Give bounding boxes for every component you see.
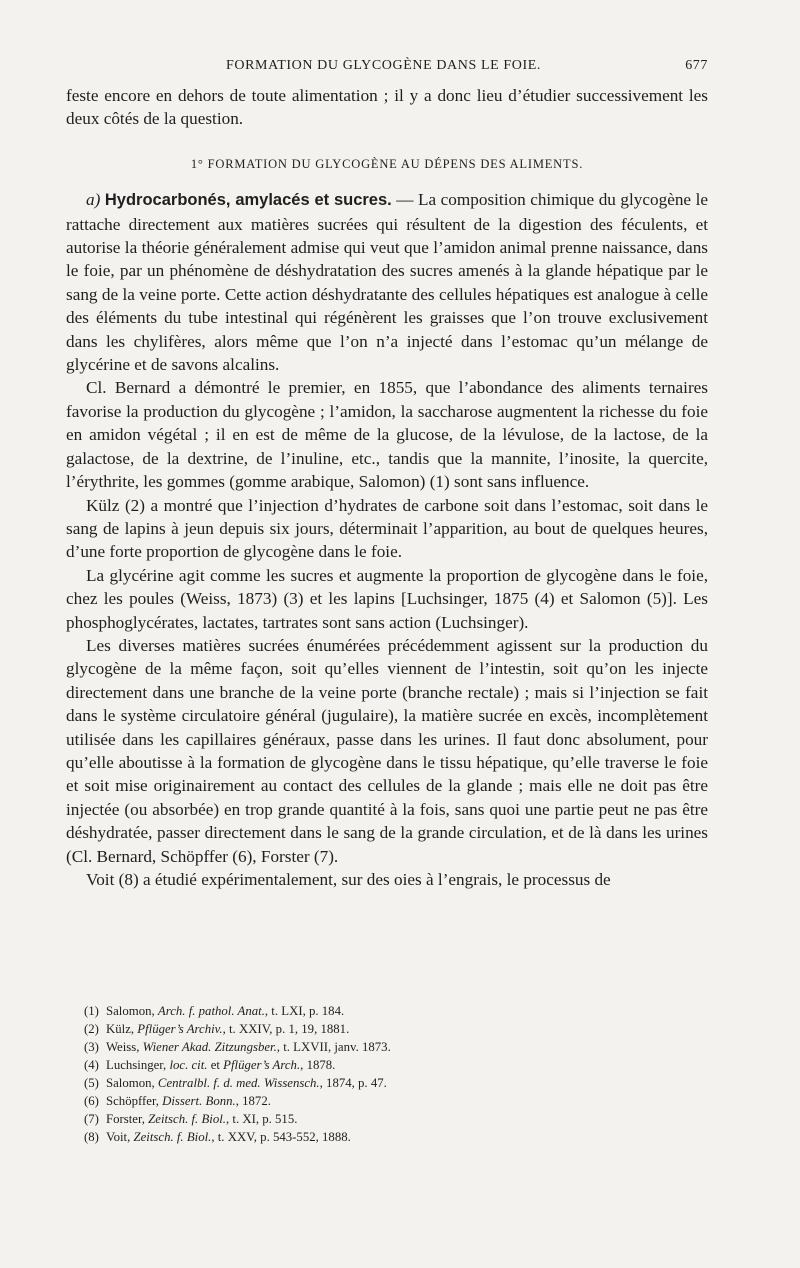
- subsection-text: — La composition chimique du glycogène le rattache directement aux matières sucrées qui résultent de la digestion des féculents, et autorise la théorie généralement admise qui veut que l’amidon animal prenne naissance, dans le foie, par un phénomène de déshydratation des sucres amenés à la glande hépatique par le sang de la veine porte. Cette action déshydratante des cellules hépatiques est analogue à celle des éléments du tube intestinal qui régénèrent les graisses que l’on trouve exclusivement dans les chylifères, alors même que l’on n’a injecté dans l’estomac qu’un mélange de glycérine et de savons alcalins.: [66, 190, 708, 375]
- footnote-title: Dissert. Bonn.: [162, 1094, 236, 1108]
- footnote-title: Centralbl. f. d. med. Wissensch.: [157, 1076, 320, 1090]
- footnote-ref: , t. LXVII, janv. 1873.: [276, 1040, 391, 1054]
- footnote-author: Salomon,: [106, 1004, 158, 1018]
- footnote-author: Voit,: [106, 1130, 134, 1144]
- paragraph-voit: Voit (8) a étudié expérimentalement, sur des oies à l’engrais, le processus de: [86, 870, 611, 889]
- paragraph-glycerine: La glycérine agit comme les sucres et augmente la proportion de glycogène dans le foie, chez les poules (Weiss, 1873) (3) et les lapins [Luchsinger, 1875 (4) et Salomon (5)]. Les phosphoglycérates, lactates, tartrates sont sans action (Luchsinger).: [66, 565, 708, 632]
- footnote-ref-2: , 1878.: [300, 1058, 336, 1072]
- subsection-title: Hydrocarbonés, amylacés et sucres.: [104, 191, 392, 210]
- footnote: [84, 1110, 391, 1128]
- footnote-ref: , 1872.: [235, 1094, 271, 1108]
- footnote: [84, 1092, 391, 1110]
- footnote: [84, 1074, 391, 1092]
- running-title: FORMATION DU GLYCOGÈNE DANS LE FOIE.: [226, 58, 541, 73]
- page-number: 677: [685, 58, 708, 73]
- footnote-author: Külz,: [106, 1022, 138, 1036]
- footnote-number: (6): [84, 1094, 99, 1108]
- footnote-author: Salomon,: [106, 1076, 158, 1090]
- footnote-title: Zeitsch. f. Biol.: [133, 1130, 212, 1144]
- footnote-ref: , t. XI, p. 515.: [225, 1112, 298, 1126]
- body-text: [66, 84, 708, 891]
- footnote-number: (3): [84, 1040, 99, 1054]
- intro-paragraph: feste encore en dehors de toute alimentation ; il y a donc lieu d’étudier successivement les deux côtés de la question.: [66, 86, 708, 129]
- paragraph-kulz: Külz (2) a montré que l’injection d’hydrates de carbone soit dans l’estomac, soit dans le sang de lapins à jeun depuis six jours, déterminait l’apparition, au bout de quelques heures, d’une forte proportion de glycogène dans le foie.: [66, 495, 708, 562]
- footnote: [84, 1020, 391, 1038]
- footnote-ref: , t. XXIV, p. 1, 19, 1881.: [222, 1022, 350, 1036]
- footnote-number: (5): [84, 1076, 99, 1090]
- subsection-a-paragraph: [66, 188, 708, 376]
- footnote-author: Luchsinger,: [106, 1058, 170, 1072]
- footnote: [84, 1128, 391, 1146]
- footnote-ref: , t. XXV, p. 543-552, 1888.: [211, 1130, 351, 1144]
- footnote-title: Pflüger’s Archiv.: [137, 1022, 223, 1036]
- footnote: [84, 1056, 391, 1074]
- footnote-ref: , t. LXI, p. 184.: [264, 1004, 345, 1018]
- footnote-number: (2): [84, 1022, 99, 1036]
- footnote-author: Schöpffer,: [106, 1094, 163, 1108]
- footnote-number: (4): [84, 1058, 99, 1072]
- footnote-title: loc. cit.: [169, 1058, 208, 1072]
- footnote-ref: , 1874, p. 47.: [319, 1076, 387, 1090]
- footnote: [84, 1002, 391, 1020]
- footnotes: [84, 1002, 391, 1146]
- paragraph-sucres: Les diverses matières sucrées énumérées précédemment agissent sur la production du glycogène de la même façon, soit qu’elles viennent de l’intestin, soit qu’on les injecte directement dans une branche de la veine porte (branche rectale) ; mais si l’injection se fait dans le système circulatoire général (jugulaire), la matière sucrée en excès, incomplètement utilisée dans les capillaires généraux, passe dans les urines. Il faut donc absolument, pour qu’elle aboutisse à la formation de glycogène dans le tissu hépatique, qu’elle traverse le foie et soit mise originairement au contact des cellules de la glande ; mais elle ne doit pas être injectée (ou absorbée) en trop grande quantité à la fois, sans quoi une partie peut ne pas être déshydratée, passer directement dans le sang de la grande circulation, et de là dans les urines (Cl. Bernard, Schöpffer (6), Forster (7).: [66, 635, 708, 866]
- footnote-number: (8): [84, 1130, 99, 1144]
- footnote-title-2: Pflüger’s Arch.: [223, 1058, 301, 1072]
- subsection-letter: a): [86, 190, 101, 210]
- running-head: [66, 58, 708, 82]
- section-heading: 1° FORMATION DU GLYCOGÈNE AU DÉPENS DES ALIMENTS.: [190, 156, 584, 171]
- footnote-number: (7): [84, 1112, 99, 1126]
- footnote-number: (1): [84, 1004, 99, 1018]
- footnote-author: Forster,: [106, 1112, 149, 1126]
- paragraph-bernard: Cl. Bernard a démontré le premier, en 1855, que l’abondance des aliments ternaires favorise la production du glycogène ; l’amidon, la saccharose augmentent la richesse du foie en amidon végétal ; il en est de même de la glucose, de la lévulose, de la lactose, de la galactose, de la dextrine, de l’inuline, etc., tandis que la mannite, l’inosite, la quercite, l’érythrite, les gommes (gomme arabique, Salomon) (1) sont sans influence.: [66, 378, 708, 492]
- footnote-author: Weiss,: [106, 1040, 143, 1054]
- footnote-title: Zeitsch. f. Biol.: [148, 1112, 226, 1126]
- footnote-title: Arch. f. pathol. Anat.: [157, 1004, 265, 1018]
- footnote-title: Wiener Akad. Zitzungsber.: [142, 1040, 277, 1054]
- footnote: [84, 1038, 391, 1056]
- footnote-ref: et: [207, 1058, 224, 1072]
